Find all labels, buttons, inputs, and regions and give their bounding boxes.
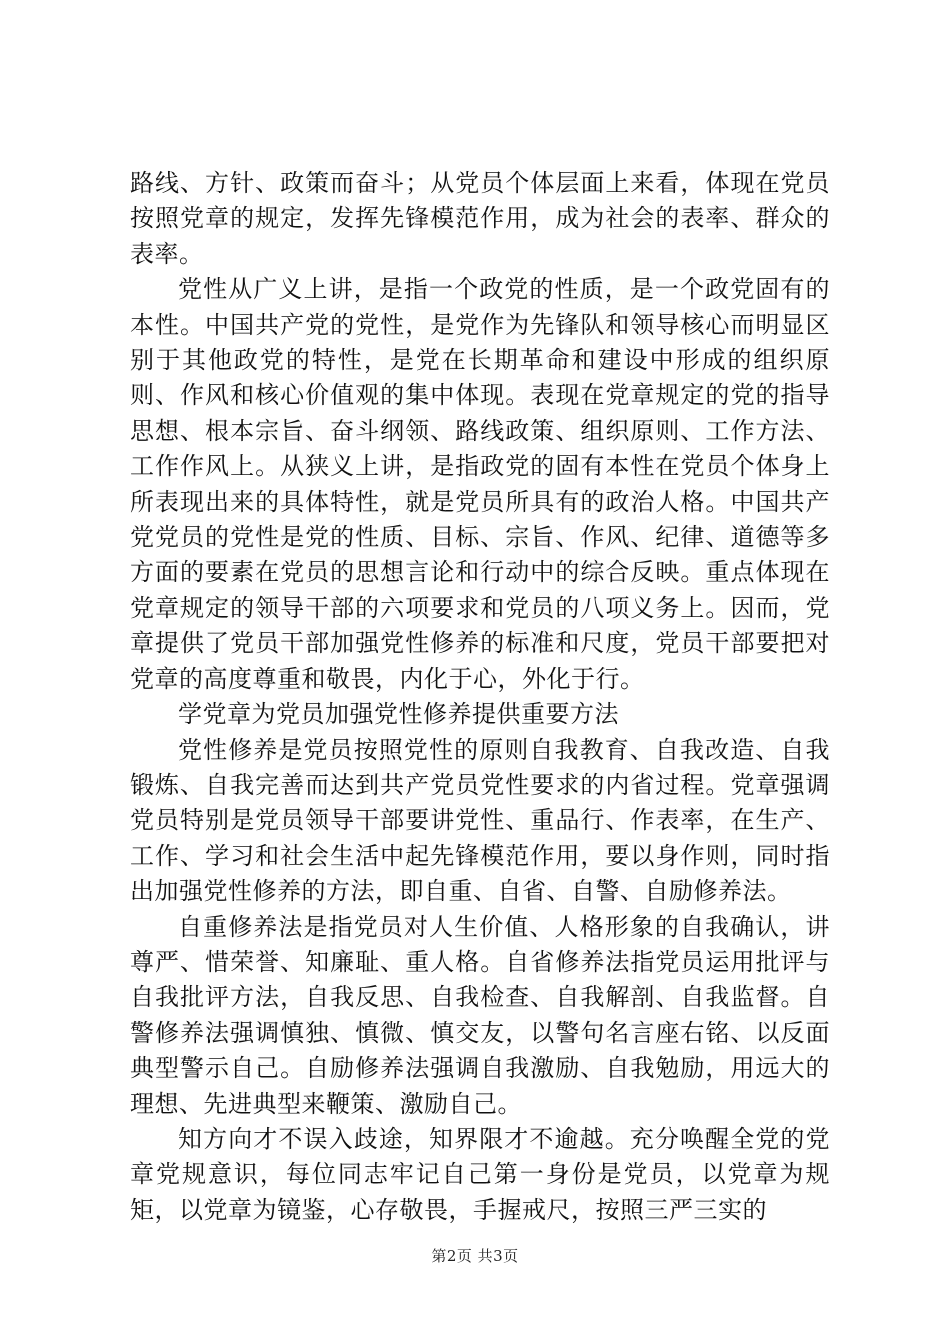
page-number-label: 第2页 共3页 — [431, 1247, 519, 1265]
section-heading: 学党章为党员加强党性修养提供重要方法 — [178, 700, 619, 729]
paragraph-3: 党性修养是党员按照党性的原则自我教育、自我改造、自我锻炼、自我完善而达到共产党员党性要求的内省过程。党章强调党员特别是党员领导干部要讲党性、重品行、作表率，在生产、工作、学习和社会生活中起先锋模范作用，要以身作则，同时指出加强党性修养的方法，即自重、自省、自警、自励修养法。 — [130, 735, 830, 906]
paragraph-1: 路线、方针、政策而奋斗；从党员个体层面上来看，体现在党员按照党章的规定，发挥先锋模范作用，成为社会的表率、群众的表率。 — [130, 169, 830, 268]
paragraph-4: 自重修养法是指党员对人生价值、人格形象的自我确认，讲尊严、惜荣誉、知廉耻、重人格。自省修养法指党员运用批评与自我批评方法，自我反思、自我检查、自我解剖、自我监督。自警修养法强调慎独、慎微、慎交友，以警句名言座右铭、以反面典型警示自己。自励修养法强调自我激励、自我勉励，用远大的理想、先进典型来鞭策、激励自己。 — [130, 912, 830, 1118]
page-footer — [0, 1245, 950, 1266]
paragraph-2: 党性从广义上讲，是指一个政党的性质，是一个政党固有的本性。中国共产党的党性，是党作为先锋队和领导核心而明显区别于其他政党的特性，是党在长期革命和建设中形成的组织原则、作风和核心价值观的集中体现。表现在党章规定的党的指导思想、根本宗旨、奋斗纲领、路线政策、组织原则、工作方法、工作作风上。从狭义上讲，是指政党的固有本性在党员个体身上所表现出来的具体特性，就是党员所具有的政治人格。中国共产党党员的党性是党的性质、目标、宗旨、作风、纪律、道德等多方面的要素在党员的思想言论和行动中的综合反映。重点体现在党章规定的领导干部的六项要求和党员的八项义务上。因而，党章提供了党员干部加强党性修养的标准和尺度，党员干部要把对党章的高度尊重和敬畏，内化于心，外化于行。 — [130, 275, 830, 693]
paragraph-5: 知方向才不误入歧途，知界限才不逾越。充分唤醒全党的党章党规意识，每位同志牢记自己第一身份是党员，以党章为规矩，以党章为镜鉴，心存敬畏，手握戒尺，按照三严三实的 — [130, 1124, 830, 1224]
document-body — [130, 166, 830, 1228]
